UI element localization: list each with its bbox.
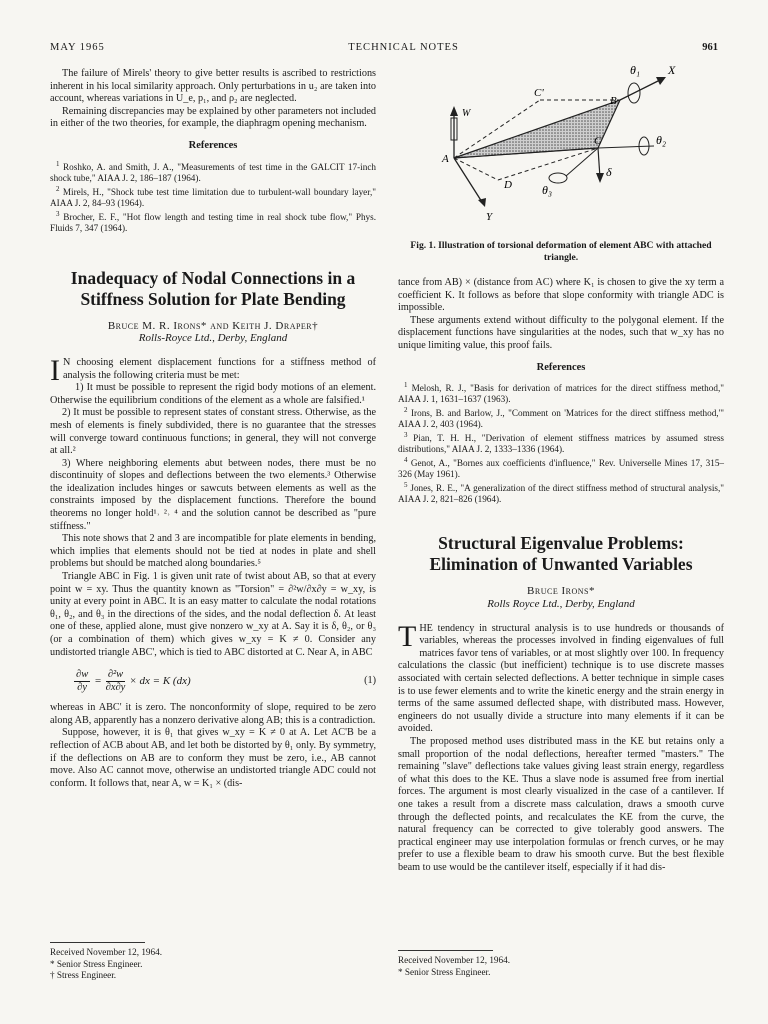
paragraph: The proposed method uses distributed mass in the KE but retains only a small proportion of the nodal deflections, hereafter termed "masters." The remaining "slave" deflections take values giving least strain energy, regardless of what this does to the KE. Thus a slave node is assumed free from inertial forces. The argument is most clearly visualized in the case of a cantilever. If one takes a result from a discrete mass calculation, draws a smooth curve through the deflected points, and recalculates the KE from the curve, the natural frequency can be corrected to give tolerably good answers. The practical engineer may use interpolation formulas or french curves, or he may prefer to use a flexible beam to draw his smooth curve. But the best flexible beam to use would be the cantilever itself, especially if it had dis- (398, 736, 724, 873)
reference-item: $^5$ Jones, R. E., "A generalization of the direct stiffness method of structural analysis," AIAA J. 2, 821–826 (1964). (398, 481, 725, 505)
figure-caption-text: Illustration of torsional deformation of element ABC with attached triangle. (438, 240, 712, 263)
footnote: † Stress Engineer. (50, 970, 117, 980)
references-list (398, 380, 724, 505)
reference-item: $^4$ Genot, A., "Bornes aux coefficients d'influence," Rev. Universelle Mines 17, 315–326 (May 1961). (398, 456, 725, 480)
label-c: C (594, 135, 602, 147)
issue-date: MAY 1965 (50, 42, 105, 53)
reference-item: $^2$ Mirels, H., "Shock tube test time limitation due to turbulent-wall boundary layer," AIAA J. 2, 84–93 (1964). (50, 184, 376, 208)
drop-cap: I (50, 353, 60, 387)
paragraph: I N choosing element displacement functions for a stiffness method of analysis the following criteria must be met: (50, 353, 376, 387)
label-theta1: θ₁ (630, 63, 641, 77)
theta3-rotation (549, 173, 567, 183)
figure-1 (398, 60, 724, 234)
paragraph: Suppose, however, it is θ₁ that gives w_xy = K ≠ 0 at A. Let AC'B be a reflection of ACB about AB, and let both be distorted by θ₁ only. By symmetry, if the deflections on AB are to conform they must be zero, i.e., AB cannot move. Also AC cannot move, otherwise an undistorted triangle ADC could not conform. It follows that, near A, w = K₁ × (dis- (50, 727, 376, 789)
fraction: $\frac{\text{∂²w}}{\partial x\partial y}$ (105, 669, 126, 694)
figure-caption (398, 234, 724, 263)
equation-1: $\frac{\partial w}{\partial y}$ = $\frac{\text{∂²w}}{\partial x\partial y}$ × dx = K (dx) (1) (76, 669, 376, 694)
journal-section: TECHNICAL NOTES (348, 42, 459, 53)
label-a: A (442, 153, 449, 165)
reference-item: $^3$ Brocher, E. F., "Hot flow length and testing time in real shock tube flow," Phys. Fluids 7, 347 (1964). (50, 209, 377, 233)
paragraph: tance from AB) × (distance from AC) where K₁ is chosen to give the xy term a coefficient K. It follows as before that slope conformity with triangle ADC is impossible. (398, 277, 724, 314)
label-theta2: θ₂ (656, 133, 667, 147)
right-column (398, 60, 724, 875)
w-arrow (450, 106, 458, 116)
article-title: Inadequacy of Nodal Connections in a Stiffness Solution for Plate Bending (70, 267, 356, 309)
paragraph: The failure of Mirels' theory to give better results is ascribed to restrictions inherent in his local similarity approach. Only perturbations in u₂ are taken into account, whereas variations in U_e, p₁, and ρ₂ are neglected. (50, 68, 376, 105)
paragraph: THE tendency in structural analysis is to use hundreds or thousands of variables, whereas the processes involved in finding eigenvalues of full matrices favor tens of variables, or at most slightly over 100. In frequency calculations the classic (but inefficient) technique is to use discrete masses associated with certain selected deflections. A better technique in simple cases is to use fewer elements and to write the kinetic energy and the strain energy in terms of the same assumed deflected shape, with distributed mass. However, engineers do not usually divide a structure into many elements if it can be avoided. (398, 619, 724, 735)
equation-rest: × dx = K (dx) (129, 675, 191, 688)
label-w: W (462, 108, 471, 119)
label-d: D (504, 179, 512, 191)
footnote: * Senior Stress Engineer. (50, 958, 143, 969)
drop-cap: T (398, 619, 417, 653)
paragraph: Remaining discrepancies may be explained by other parameters not included in either of the two theories, for example, the diaphragm opening mechanism. (50, 105, 376, 130)
paragraph: 1) It must be possible to represent the rigid body motions of an element. Otherwise the equilibrium conditions of the element as a whole are falsified.¹ (50, 382, 376, 406)
paragraph: Triangle ABC in Fig. 1 is given unit rate of twist about AB, so that at every point w = xy. Thus the quantity known as "Torsion" = ∂²w/∂x∂y = w_xy, is unity at every point in ABC. It is an easy matter to calculate the nodal rotations θ₁, θ₂, and θ₃ in the directions of the sides, and the nodal deflection δ. At least one of these, applied alone, must give nonzero w_xy at A. Say it is δ, θ₂, or θ₃ (or a combination of them) which gives w_xy = K ≠ 0. Consider any undistorted triangle ABC', which is tied to ABC distorted at C. Near A, in ABC (50, 571, 376, 658)
torsion-diagram (398, 60, 724, 234)
paragraph: 2) It must be possible to represent states of constant stress. Otherwise, as the mesh of elements is finely subdivided, there is no guarantee that the stresses will converge toward continuous functions; in general, they will not converge at all.² (50, 407, 376, 457)
footnote-rule (398, 950, 493, 951)
paragraph: whereas in ABC' it is zero. The nonconformity of slope, required to be zero along AB, apparently has a nonzero derivative along AB; this is a contradiction. (50, 702, 376, 726)
reference-item: $^1$ Roshko, A. and Smith, J. A., "Measurements of test time in the GALCIT 17-inch shock tube," AIAA J. 2, 186–187 (1964). (50, 159, 376, 183)
paragraph: This note shows that 2 and 3 are incompatible for plate elements in bending, which implies that elements should not be tied at nodes in plate and shell problems but should be matched along boundaries.⁵ (50, 533, 376, 570)
label-x: X (668, 63, 676, 77)
footnote: * Senior Stress Engineer. (398, 966, 491, 977)
left-footnotes (50, 942, 376, 982)
fraction: $\frac{\partial w}{\partial y}$ (76, 669, 89, 694)
running-head (50, 42, 718, 53)
references-list (50, 159, 376, 234)
article-title: Structural Eigenvalue Problems: Elimination of Unwanted Variables (429, 533, 693, 575)
page-number: 961 (702, 42, 718, 53)
label-b: B (610, 95, 617, 107)
article-authors: Bruce Irons* (527, 585, 595, 598)
paragraph: 3) Where neighboring elements abut between nodes, there must be no discontinuity of slopes and deflections between the two elements.³ Otherwise the idealization includes hinges or sawcuts between elements as well as the constraints imposed by the displacement functions. Therefore the bound theorems no longer hold¹˒ ²˒ ⁴ and the solution cannot be described as "pure stiffness." (50, 457, 376, 532)
article-affiliation: Rolls-Royce Ltd., Derby, England (138, 332, 288, 345)
reference-item: $^3$ Pian, T. H. H., "Derivation of element stiffness matrices by assumed stress distributions," AIAA J. 2, 1333–1336 (1964). (398, 431, 724, 455)
y-arrow (478, 198, 486, 207)
figure-label: Fig. 1. (410, 240, 436, 251)
footnote-rule (50, 942, 145, 943)
right-footnotes (398, 950, 724, 978)
references-heading: References (188, 139, 238, 151)
footnote: Received November 12, 1964. (50, 947, 163, 957)
reference-item: $^2$ Irons, B. and Barlow, J., "Comment on 'Matrices for the direct stiffness method,'" AIAA J. 2, 403 (1964). (398, 406, 725, 430)
delta-arrow (596, 173, 604, 183)
footnote: Received November 12, 1964. (398, 955, 511, 965)
label-c-prime: C' (534, 87, 544, 99)
reference-item: $^1$ Melosh, R. J., "Basis for derivation of matrices for the direct stiffness method," AIAA J. 1, 1631–1637 (1963). (398, 381, 724, 405)
label-theta3: θ₃ (542, 183, 553, 197)
article-affiliation: Rolls Royce Ltd., Derby, England (487, 598, 635, 611)
paragraph: These arguments extend without difficulty to the polygonal element. If the displacement functions have singularities at the nodes, such that w_xy has no unique limiting value, this proof fails. (398, 314, 724, 351)
equation-number: (1) (364, 675, 376, 687)
left-column (50, 68, 376, 790)
references-heading: References (536, 361, 586, 373)
label-y: Y (486, 211, 493, 223)
article-authors: Bruce M. R. Irons* and Keith J. Draper† (107, 319, 319, 332)
label-delta: δ (606, 165, 612, 179)
